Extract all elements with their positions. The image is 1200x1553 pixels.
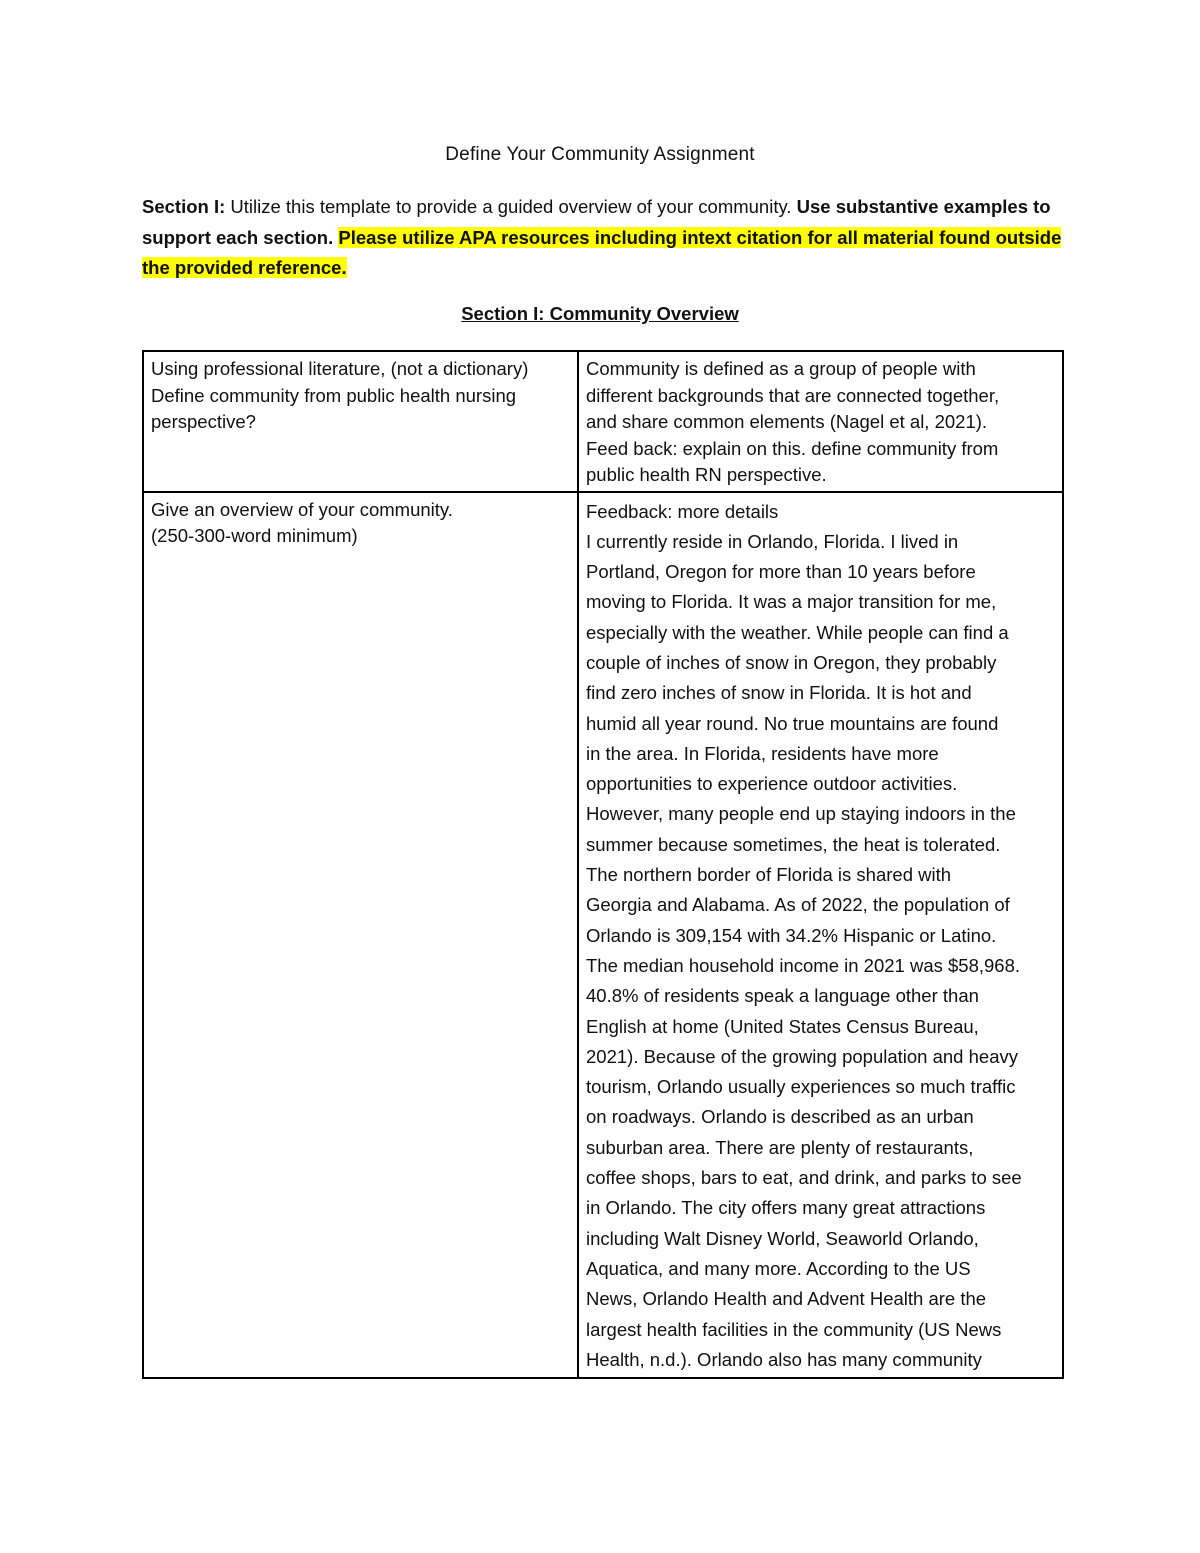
text-line: Georgia and Alabama. As of 2022, the population of (586, 894, 1010, 916)
text-line: humid all year round. No true mountains are found (586, 712, 999, 734)
answer-cell (578, 492, 1063, 1379)
text-line: Define community from public health nursing (151, 384, 517, 406)
text-line: couple of inches of snow in Oregon, they probably (586, 651, 997, 673)
text-line: public health RN perspective. (586, 464, 827, 485)
text-line: different backgrounds that are connected together, (586, 384, 1000, 406)
text-line: perspective? (151, 411, 256, 432)
text-line: suburban area. There are plenty of restaurants, (586, 1136, 974, 1158)
text-line: and share common elements (Nagel et al, 2021). (586, 411, 988, 432)
text-line: find zero inches of snow in Florida. It is hot and (586, 682, 972, 704)
text-line: coffee shops, bars to eat, and drink, and parks to see (586, 1167, 1022, 1189)
text-line: in Orlando. The city offers many great attractions (586, 1197, 986, 1219)
text-line: Community is defined as a group of people with (586, 358, 976, 379)
text-line: Using professional literature, (not a dictionary) (151, 358, 529, 379)
text-line: Orlando is 309,154 with 34.2% Hispanic or Latino. (586, 924, 997, 946)
prompt-cell (143, 492, 578, 1379)
table-row (143, 492, 1063, 1379)
text-line: Give an overview of your community. (151, 498, 453, 520)
answer-cell (578, 351, 1063, 492)
text-line: News, Orlando Health and Advent Health are the (586, 1288, 987, 1310)
prompt-text (151, 356, 571, 436)
text-line: in the area. In Florida, residents have more (586, 742, 939, 764)
text-line: 40.8% of residents speak a language other than (586, 985, 979, 1007)
prompt-text (151, 497, 571, 550)
text-line: Portland, Oregon for more than 10 years before (586, 561, 976, 583)
text-line: Feed back: explain on this. define community from (586, 437, 999, 459)
text-line: Health, n.d.). Orlando also has many community (586, 1348, 982, 1370)
text-line: opportunities to experience outdoor activities. (586, 773, 958, 795)
text-line: 2021). Because of the growing population and heavy (586, 1045, 1018, 1067)
prompt-cell (143, 351, 578, 492)
intro-paragraph (142, 192, 1062, 284)
text-line: summer because sometimes, the heat is tolerated. (586, 833, 1001, 855)
intro-label: Section I: (142, 196, 226, 217)
table-row (143, 351, 1063, 492)
text-line: on roadways. Orlando is described as an urban (586, 1106, 974, 1128)
text-line: English at home (United States Census Bureau, (586, 1015, 979, 1037)
text-line: moving to Florida. It was a major transition for me, (586, 591, 997, 613)
document-title: Define Your Community Assignment (445, 144, 755, 165)
text-line: However, many people end up staying indoors in the (586, 803, 1016, 825)
answer-text (586, 497, 1056, 1376)
intro-highlight-text: Please utilize APA resources including intext citation for all material found outside the provided reference. (142, 226, 1062, 278)
text-line: including Walt Disney World, Seaworld Orlando, (586, 1227, 979, 1249)
text-line: (250-300-word minimum) (151, 525, 358, 546)
intro-text: Utilize this template to provide a guided overview of your community. (225, 196, 797, 217)
text-line: largest health facilities in the community (US News (586, 1318, 1002, 1340)
text-line: tourism, Orlando usually experiences so much traffic (586, 1076, 1016, 1098)
text-line: Feedback: more details (586, 500, 779, 522)
text-line: The northern border of Florida is shared with (586, 864, 952, 886)
community-overview-table (142, 350, 1064, 1379)
text-line: The median household income in 2021 was $58,968. (586, 954, 1021, 976)
section-heading: Section I: Community Overview (461, 303, 739, 324)
intro-bold-text: Use substantive examples to support each section. (142, 196, 1051, 248)
text-line: I currently reside in Orlando, Florida. I lived in (586, 530, 959, 552)
answer-text (586, 356, 1056, 489)
text-line: Aquatica, and many more. According to the US (586, 1257, 971, 1279)
text-line: especially with the weather. While people can find a (586, 621, 1009, 643)
